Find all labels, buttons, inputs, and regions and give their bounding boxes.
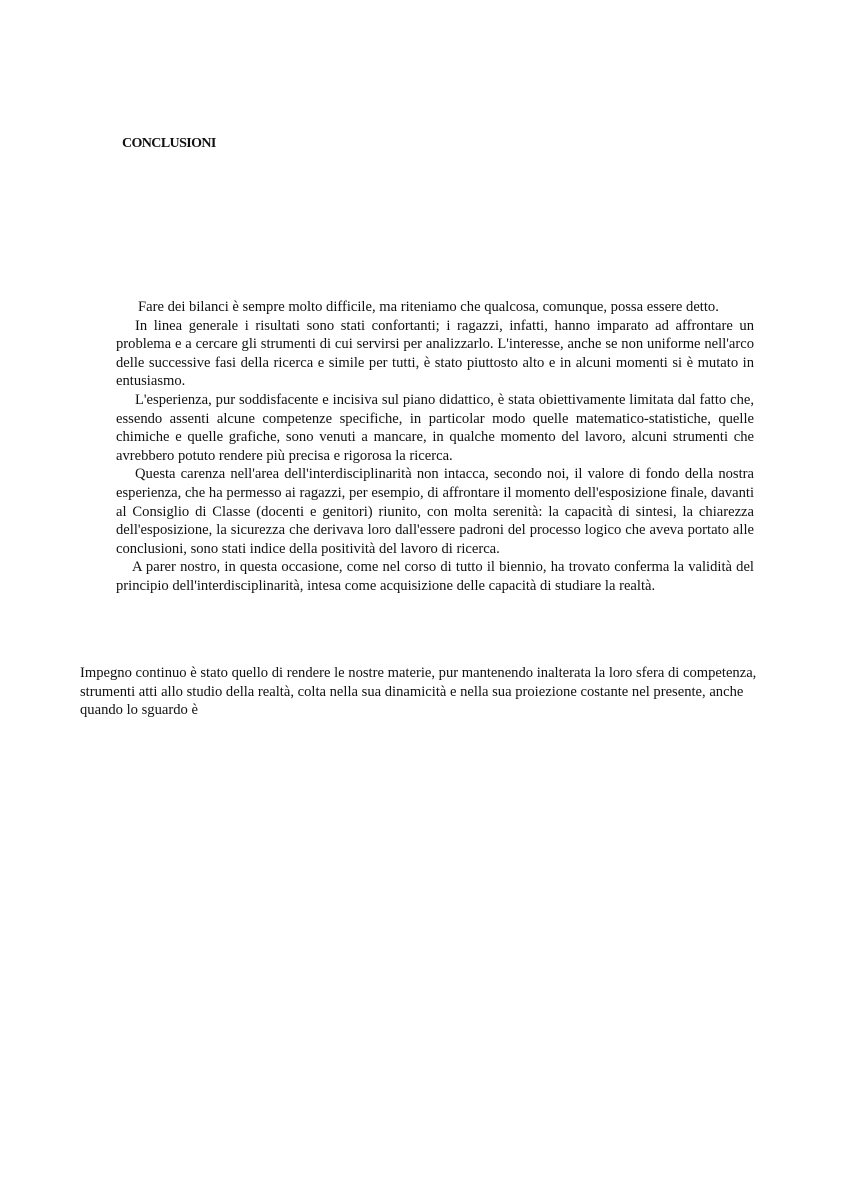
- paragraph-4: Questa carenza nell'area dell'interdisciplinarità non intacca, secondo noi, il valore di fondo della nostra esperienza, che ha permesso ai ragazzi, per esempio, di affrontare il momento dell'esposizione finale, davanti al Consiglio di Classe (docenti e genitori) riunito, con molta serenità: la capacità di sintesi, la chiarezza dell'esposizione, la sicurezza che derivava loro dall'essere padroni del processo logico che aveva portato alle conclusioni, sono stati indice della positività del lavoro di ricerca.: [116, 466, 754, 557]
- paragraph-1: Fare dei bilanci è sempre molto difficile, ma riteniamo che qualcosa, comunque, possa essere detto.: [138, 299, 719, 315]
- paragraph-5: A parer nostro, in questa occasione, come nel corso di tutto il biennio, ha trovato conferma la validità del principio dell'interdisciplinarità, intesa come acquisizione delle capacità di studiare la realtà.: [116, 559, 754, 594]
- section-heading: CONCLUSIONI: [122, 136, 216, 151]
- closing-paragraph: Impegno continuo è stato quello di rendere le nostre materie, pur mantenendo inalterata la loro sfera di competenza, strumenti atti allo studio della realtà, colta nella sua dinamicità e nella sua proiezione costante nel presente, anche quando lo sguardo è: [80, 665, 757, 719]
- paragraph-2: In linea generale i risultati sono stati confortanti; i ragazzi, infatti, hanno imparato ad affrontare un problema e a cercare gli strumenti di cui servirsi per analizzarlo. L'interesse, anche se non uniforme nell'arco delle successive fasi della ricerca e simile per tutti, è stato piuttosto alto e in alcuni momenti si è mutato in entusiasmo.: [116, 317, 754, 390]
- body-text: [116, 298, 754, 596]
- paragraph-3: L'esperienza, pur soddisfacente e incisiva sul piano didattico, è stata obiettivamente limitata dal fatto che, essendo assenti alcune competenze specifiche, in particolar modo quelle matematico-statistiche, quelle chimiche e quelle grafiche, sono venuti a mancare, in qualche momento del lavoro, alcuni strumenti che avrebbero potuto rendere più precisa e rigorosa la ricerca.: [116, 391, 754, 464]
